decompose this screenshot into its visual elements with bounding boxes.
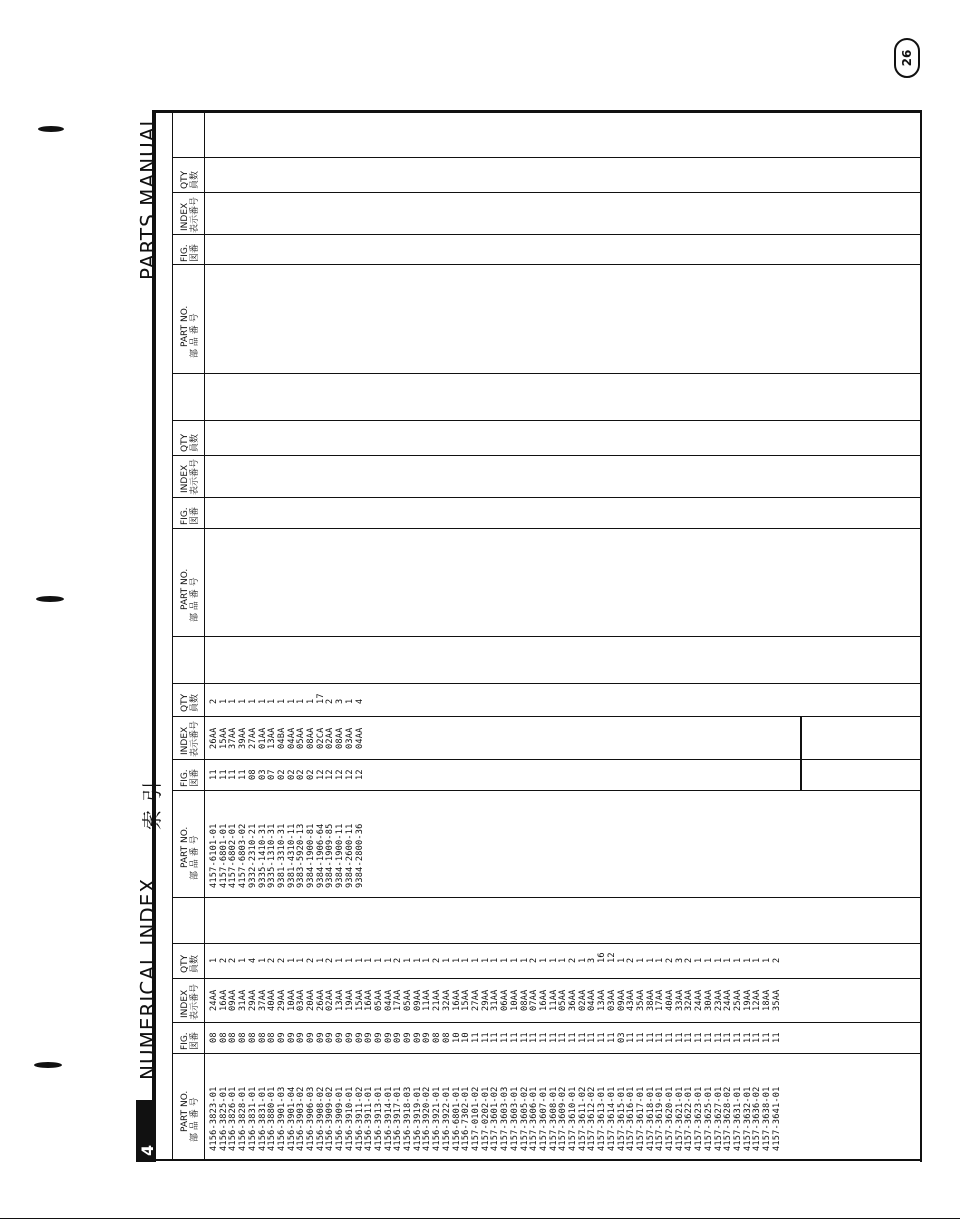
header-qty: QTY bbox=[180, 693, 190, 712]
col-sep bbox=[172, 157, 920, 158]
col-sep bbox=[172, 943, 920, 944]
col-sep bbox=[172, 716, 920, 717]
punch-hole bbox=[36, 596, 64, 602]
header-qty: QTY bbox=[180, 954, 190, 973]
header-fig: FIG. bbox=[180, 244, 190, 262]
block1-fig-column: 08 08 08 08 08 08 08 09 09 09 09 09 09 09 09 09 09 09 09 09 09 09 09 08 08 10 10 11 11 11 11 11 11 11 11 11 11 11 11 11 11 11 03 11 11 11 11 11 11 11 11 11 11 11 11 11 11 11 11 bbox=[209, 1032, 782, 1043]
section-kanji: 索 引 bbox=[140, 780, 164, 830]
header-fig: FIG. bbox=[180, 769, 190, 787]
col-sep bbox=[172, 978, 920, 979]
block2-qty-column: 2 1 1 1 1 1 1 1 1 1 1 17 2 3 1 4 bbox=[209, 693, 365, 704]
header-index-ja: 表示番号 bbox=[190, 196, 200, 233]
block1-part-no-column: 4156-3823-01 4156-3825-01 4156-3826-01 4156-3828-01 4156-3831-01 4156-3831-01 4156-3880-01 4156-3901-03 4156-3901-04 4156-3903-02 4156-3906-03 4156-3908-02 4156-3909-02 4156-3909-01 4156-3910-01 4156-3911-02 4156-3911-01 4156-3913-01 4156-3914-01 4156-3917-01 4156-3918-03 4156-3919-01 4156-3920-02 4156-3921-01 4156-3922-01 4156-6801-01 4156-7302-01 4157-0101-02 4157-0202-01 4157-3601-02 4157-3603-03 4157-3603-01 4157-3605-02 4157-3606-01 4157-3607-01 4157-3608-01 4157-3609-02 4157-3610-01 4157-3611-02 4157-3612-02 4157-3613-01 4157-3614-01 4157-3615-01 4157-3616-01 4157-3617-01 4157-3618-01 4157-3619-01 4157-3620-01 4157-3621-01 4157-3622-01 4157-3623-01 4157-3625-01 4157-3627-01 4157-3628-02 4157-3631-01 4157-3632-01 4157-3636-02 4157-3638-01 4157-3641-01 bbox=[209, 1086, 782, 1151]
col-sep bbox=[172, 192, 920, 193]
block2-end-line bbox=[800, 716, 802, 790]
col-sep bbox=[172, 528, 920, 529]
block1-index-column: 24AA 16AA 09AA 31AA 29AA 37AA 40AA 29AA 10AA 03AA 20AA 26AA 02AA 13AA 19AA 15AA 16AA 05AA 04AA 17AA 05AA 09AA 11AA 21AA 32AA 16AA 15AA 27AA 29AA 31AA 06AA 10AA 08AA 07AA 16AA 11AA 05AA 36AA 02AA 04AA 13AA 03AA 09AA 43AA 35AA 38AA 17AA 40AA 33AA 32AA 24AA 30AA 23AA 24AA 25AA 19AA 12AA 18AA 35AA bbox=[209, 989, 782, 1011]
header-part-no: PART NO. bbox=[180, 826, 190, 868]
header-part-no-ja: 部 品 番 号 bbox=[190, 577, 200, 622]
frame-top bbox=[152, 110, 922, 113]
header-part-no: PART NO. bbox=[180, 1090, 190, 1132]
header-index-ja: 表示番号 bbox=[190, 720, 200, 757]
col-sep bbox=[172, 759, 920, 760]
header-index-ja: 表示番号 bbox=[190, 983, 200, 1020]
header-qty-ja: 員数 bbox=[190, 954, 200, 973]
header-fig: FIG. bbox=[180, 1032, 190, 1050]
header-index: INDEX bbox=[180, 464, 190, 493]
header-part-no: PART NO. bbox=[180, 305, 190, 347]
section-number: 4 bbox=[138, 1144, 157, 1156]
block2-part-no-column: 4157-6101-01 4157-6801-01 4157-6802-01 4157-6803-02 9332-2310-21 9335-1410-31 9335-1310-31 9381-3310-31 9381-4310-11 9383-5920-13 9384-1900-81 9384-1906-64 9384-1909-85 9384-1900-11 9384-2600-11 9384-2800-36 bbox=[209, 823, 365, 888]
col-sep bbox=[172, 420, 920, 421]
header-qty: QTY bbox=[180, 433, 190, 452]
col-sep bbox=[172, 264, 920, 265]
header-fig-ja: 図番 bbox=[190, 243, 200, 262]
header-qty-ja: 員数 bbox=[190, 433, 200, 452]
header-part-no-ja: 部 品 番 号 bbox=[190, 1097, 200, 1142]
col-sep bbox=[172, 373, 920, 374]
page-number-tab bbox=[894, 38, 920, 78]
header-index-ja: 表示番号 bbox=[190, 458, 200, 495]
punch-hole bbox=[34, 1062, 62, 1068]
header-qty-ja: 員数 bbox=[190, 693, 200, 712]
col-sep bbox=[172, 455, 920, 456]
section-title: NUMERICAL INDEX bbox=[136, 877, 160, 1080]
header-index: INDEX bbox=[180, 202, 190, 231]
block1-qty-column: 1 2 2 1 4 1 2 2 1 1 2 1 2 1 1 1 1 1 1 2 1 1 1 2 1 1 1 1 1 1 1 1 1 2 1 1 1 2 1 3 16 12 1 2 1 1 1 2 3 2 1 1 1 1 1 1 1 1 2 bbox=[209, 952, 782, 963]
frame-right bbox=[920, 110, 922, 1162]
header-fig-ja: 図番 bbox=[190, 1031, 200, 1050]
header-qty: QTY bbox=[180, 170, 190, 189]
block2-index-column: 26AA 15AA 37AA 39AA 27AA 01AA 13AA 04BA 04AA 05AA 08AA 02CA 02AA 08AA 03AA 04AA bbox=[209, 727, 365, 749]
header-part-no-ja: 部 品 番 号 bbox=[190, 313, 200, 358]
col-sep bbox=[172, 234, 920, 235]
page-number: 26 bbox=[900, 49, 914, 67]
col-sep bbox=[172, 897, 920, 898]
col-sep bbox=[172, 1053, 920, 1054]
col-sep bbox=[172, 1022, 920, 1023]
page-title: PARTS MANUAL bbox=[136, 114, 160, 280]
header-fig-ja: 図番 bbox=[190, 768, 200, 787]
col-sep bbox=[172, 497, 920, 498]
frame-bottom bbox=[152, 1159, 922, 1161]
scan-bottom-rule bbox=[0, 1218, 960, 1219]
header-qty-ja: 員数 bbox=[190, 170, 200, 189]
header-index: INDEX bbox=[180, 989, 190, 1018]
header-part-no-ja: 部 品 番 号 bbox=[190, 835, 200, 880]
col-sep bbox=[172, 683, 920, 684]
block2-fig-column: 11 11 11 11 08 03 07 02 02 02 02 12 12 12 12 12 bbox=[209, 769, 365, 780]
punch-hole bbox=[38, 126, 64, 132]
header-fig-ja: 図番 bbox=[190, 506, 200, 525]
header-index: INDEX bbox=[180, 726, 190, 755]
header-part-no: PART NO. bbox=[180, 568, 190, 610]
header-fig: FIG. bbox=[180, 507, 190, 525]
col-sep bbox=[172, 636, 920, 637]
col-sep bbox=[172, 790, 920, 791]
